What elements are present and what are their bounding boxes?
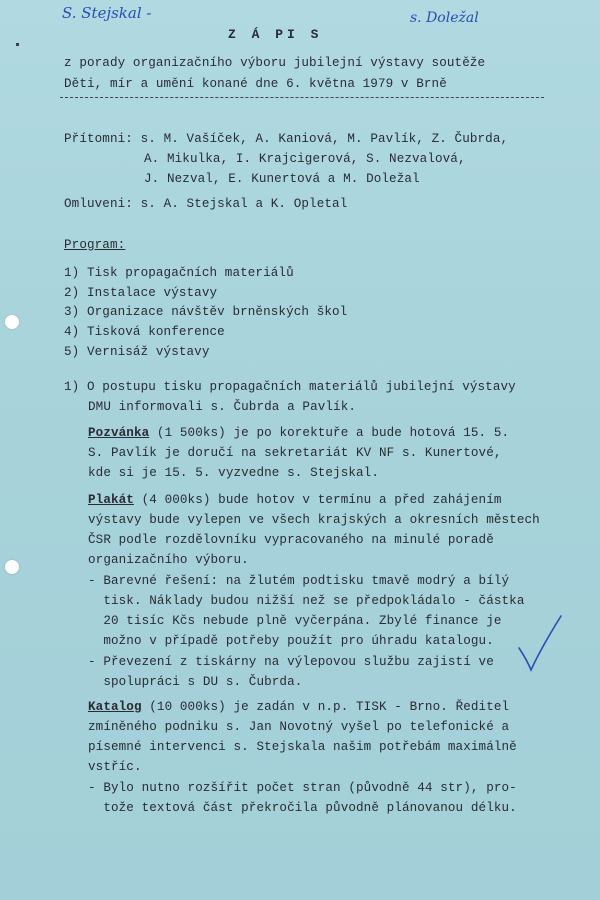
poster-bullet-1-line-2: tisk. Náklady budou nižší než se předpokládalo - částka [88, 594, 525, 608]
program-heading: Program: [64, 238, 126, 252]
excused-line: Omluveni: s. A. Stejskal a K. Opletal [64, 197, 348, 211]
poster-line-1: Plakát (4 000ks) bude hotov v termínu a před zahájením [88, 493, 502, 507]
program-item: 1) Tisk propagačních materiálů [64, 266, 294, 280]
punch-hole [5, 315, 19, 329]
poster-bullet-1-line-1: - Barevné řešení: na žlutém podtisku tmavě modrý a bílý [88, 574, 510, 588]
poster-bullet-2-line-1: - Převezení z tiskárny na výlepovou službu zajistí ve [88, 655, 494, 669]
catalog-line-1: Katalog (10 000ks) je zadán v n.p. TISK - Brno. Ředitel [88, 700, 510, 714]
catalog-line-3: písemné intervenci s. Stejskala našim potřebám maximálně [88, 740, 517, 754]
handwritten-name-right: s. Doležal [410, 10, 479, 26]
present-line-1: Přítomni: s. M. Vašíček, A. Kaniová, M. Pavlík, Z. Čubrda, [64, 132, 509, 146]
subtitle-line-2: Děti, mír a umění konané dne 6. května 1979 v Brně [64, 77, 447, 91]
program-item: 3) Organizace návštěv brněnských škol [64, 305, 348, 319]
invitation-line-2: S. Pavlík je doručí na sekretariát KV NF s. Kunertové, [88, 446, 502, 460]
document-title: Z Á PI S [228, 27, 323, 42]
checkmark-icon [515, 612, 565, 682]
poster-bullet-1-line-3: 20 tisíc Kčs nebude plně vyčerpána. Zbylé finance je [88, 614, 502, 628]
catalog-bullet-line-2: tože textová část překročila původně plánovanou délku. [88, 801, 517, 815]
poster-bullet-2-line-2: spolupráci s DU s. Čubrda. [88, 675, 303, 689]
catalog-bullet-line-1: - Bylo nutno rozšířit počet stran (původně 44 str), pro- [88, 781, 517, 795]
header-divider [60, 97, 544, 98]
invitation-line-3: kde si je 15. 5. vyzvedne s. Stejskal. [88, 466, 379, 480]
section1-intro-1: 1) O postupu tisku propagačních materiálů jubilejní výstavy [64, 380, 516, 394]
poster-bullet-1-line-4: možno v případě potřeby použít pro úhradu katalogu. [88, 634, 494, 648]
poster-line-3: ČSR podle rozdělovníku vypracovaného na minulé poradě [88, 533, 494, 547]
program-item: 4) Tisková konference [64, 325, 225, 339]
catalog-line-4: vstříc. [88, 760, 142, 774]
program-item: 5) Vernisáž výstavy [64, 345, 210, 359]
program-item: 2) Instalace výstavy [64, 286, 218, 300]
punch-hole [5, 560, 19, 574]
handwritten-name-left: S. Stejskal - [62, 4, 152, 22]
poster-line-2: výstavy bude vylepen ve všech krajských a okresních městech [88, 513, 540, 527]
poster-line-4: organizačního výboru. [88, 553, 249, 567]
catalog-line-2: zmíněného podniku s. Jan Novotný vyšel po telefonické a [88, 720, 510, 734]
present-line-2: A. Mikulka, I. Krajcigerová, S. Nezvalová, [144, 152, 466, 166]
present-line-3: J. Nezval, E. Kunertová a M. Doležal [144, 172, 420, 186]
subtitle-line-1: z porady organizačního výboru jubilejní výstavy soutěže [64, 56, 486, 70]
margin-mark [16, 43, 19, 46]
invitation-line-1: Pozvánka (1 500ks) je po korektuře a bude hotová 15. 5. [88, 426, 510, 440]
section1-intro-2: DMU informovali s. Čubrda a Pavlík. [88, 400, 357, 414]
